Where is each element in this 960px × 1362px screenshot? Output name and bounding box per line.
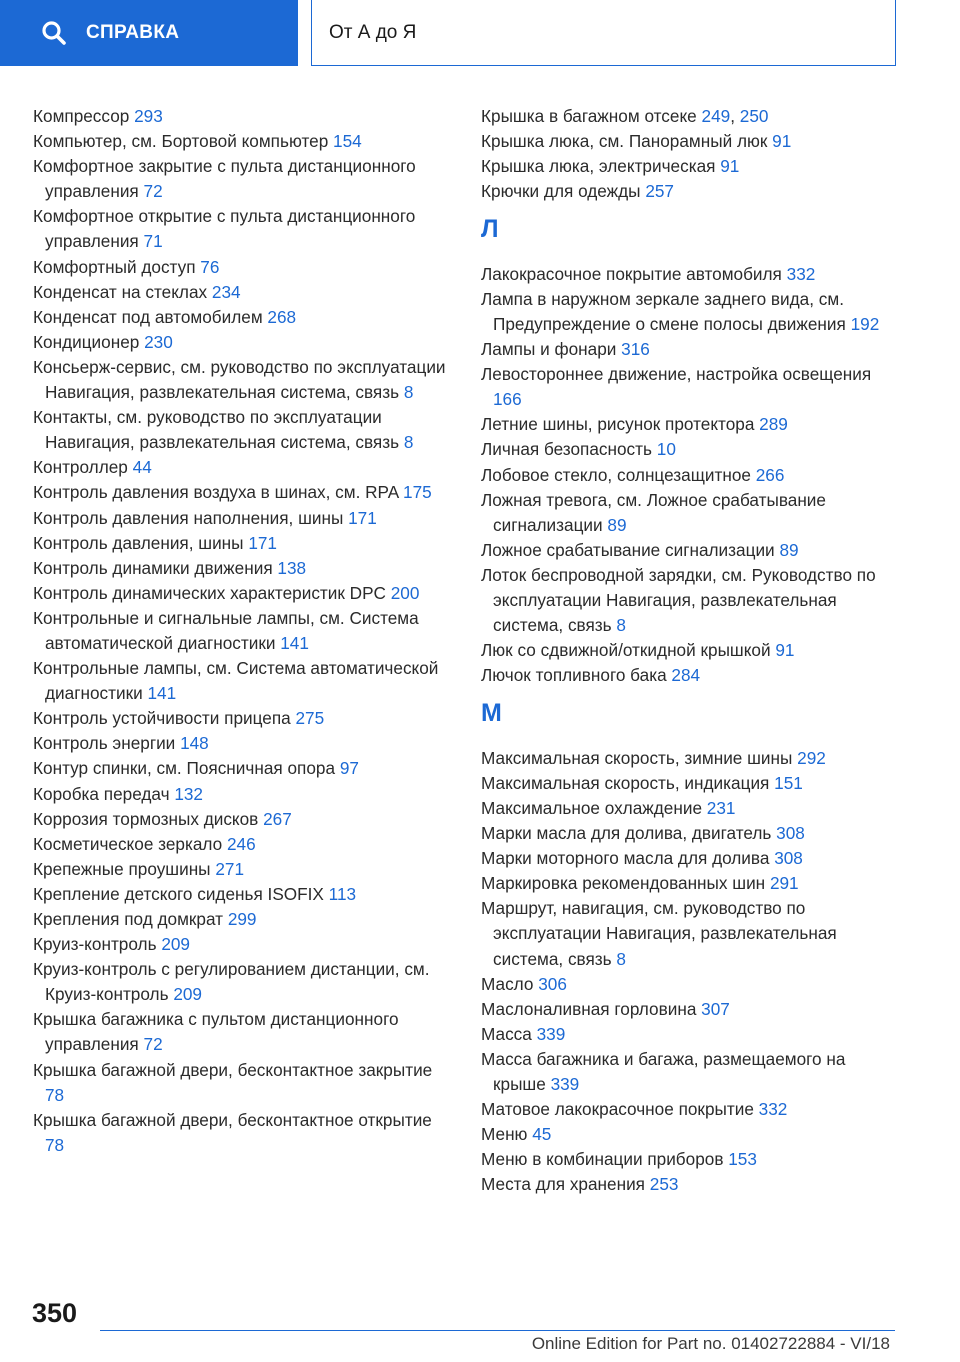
page-link[interactable]: 308 [776,823,805,844]
entry-term: Комфортное открытие с пульта дистанционного управления [33,206,416,252]
footer-divider [100,1330,895,1331]
entry-term: Матовое лакокрасочное покрытие [481,1099,759,1120]
index-entry [481,1022,901,1047]
index-entry [33,1007,453,1057]
index-entry [481,463,901,488]
page-link[interactable]: 234 [211,281,241,302]
help-tab-label: СПРАВКА [86,22,180,43]
letter-heading-m: М [481,699,502,728]
index-entry [33,706,453,731]
entry-term: Косметическое зеркало [33,833,227,854]
entry-term: Консьерж-сервис, см. руководство по эксплуатации Навигация, развлекательная система, связь [33,356,446,403]
index-entry [33,932,453,957]
page-link[interactable]: 138 [277,557,307,578]
entry-term: Контроль энергии [33,733,181,754]
index-entry [33,405,453,455]
index-entry [33,556,453,581]
page-link[interactable]: 175 [403,482,432,503]
page-link[interactable]: 292 [797,747,826,768]
index-entry [481,362,901,412]
page-link[interactable]: 257 [645,181,674,202]
index-entry [33,255,453,280]
page-link[interactable]: 249 [701,106,731,126]
page-link[interactable]: 200 [390,582,420,603]
entry-term: Коррозия тормозных дисков [33,808,264,829]
entry-term: Левостороннее движение, настройка освещения [481,364,872,385]
entry-term: Маркировка рекомендованных шин [481,873,770,894]
page-link[interactable]: 271 [215,858,245,879]
index-entry [33,957,453,1007]
index-entry [33,756,453,781]
index-entry [481,972,901,997]
index-entry [33,857,453,882]
entry-term: Маршрут, навигация, см. руководство по эксплуатации Навигация, развлекательная система, связь [481,898,837,969]
index-entry [33,782,453,807]
index-entry [33,907,453,932]
entry-term: Круиз-контроль с регулированием дистанции, см. Круиз-контроль [33,959,430,1005]
entry-term: Контроль давления воздуха в шинах, см. RPA [33,482,404,503]
page-link[interactable]: 151 [774,772,803,793]
index-entry [33,104,453,129]
entry-term: Контур спинки, см. Поясничная опора [33,758,340,779]
page-link[interactable]: 113 [328,883,357,904]
index-entry [481,746,901,771]
page-link[interactable]: 97 [339,758,359,779]
entry-term: Контроль динамики движения [33,557,278,578]
entry-term: Контроль давления наполнения, шины [33,507,349,528]
index-entry [33,305,453,330]
entry-term: Крышка багажника с пультом дистанционного управления [33,1009,399,1055]
entry-term: Лючок топливного бака [481,665,672,686]
index-entry [481,663,901,688]
page-link[interactable]: 8 [403,432,414,453]
index-entry [481,997,901,1022]
page-link[interactable]: 308 [774,848,803,869]
index-entry [481,796,901,821]
entry-term: Крышка в багажном отсеке [481,106,702,126]
index-entry [33,1108,453,1158]
entry-term: Масса багажника и багажа, размещаемого на крыше [481,1048,846,1094]
entry-term: Лакокрасочное покрытие автомобиля [481,263,787,284]
index-entry [33,832,453,857]
page-link[interactable]: 72 [143,181,163,202]
page-link[interactable]: 154 [333,131,362,152]
page-link[interactable]: 339 [536,1023,566,1044]
page-link[interactable]: 148 [180,733,209,754]
index-entry [481,129,901,154]
entry-term: Меню [481,1124,533,1145]
entry-term: Места для хранения [481,1174,650,1195]
entry-term: Меню в комбинации приборов [481,1149,729,1170]
index-entry [481,846,901,871]
page-link[interactable]: 316 [621,339,650,360]
page-link[interactable]: 132 [174,783,203,804]
entry-term: Коробка передач [33,783,175,804]
entry-term: Контроль устойчивости прицепа [33,708,296,729]
page-link[interactable]: 275 [295,708,325,729]
index-entry [481,437,901,462]
entry-term: Конденсат под автомобилем [33,306,268,327]
page-link[interactable]: 89 [779,539,799,560]
page-link[interactable]: 209 [161,934,190,955]
entry-term: Контрольные лампы, см. Система автоматической диагностики [33,658,439,704]
index-entry [481,488,901,538]
entry-term: Контроль динамических характеристик DPC [33,582,391,603]
page-link[interactable]: 299 [227,909,257,929]
entry-term: Круиз-контроль [33,934,162,955]
page-link[interactable]: 45 [532,1124,552,1145]
page-link[interactable]: 209 [173,984,202,1005]
entry-term: Контроль давления, шины [33,532,249,553]
entry-term: Летние шины, рисунок протектора [481,414,760,435]
page-link[interactable]: 266 [755,464,785,485]
index-column-right [481,104,901,1197]
entry-term: Максимальная скорость, индикация [481,772,775,793]
index-entry [33,204,453,254]
index-entry [481,538,901,563]
page-link[interactable]: 332 [786,263,816,284]
index-entry [33,280,453,305]
entry-term: Лобовое стекло, солнцезащитное [481,464,756,485]
index-entry [33,455,453,480]
page-link[interactable]: 91 [772,131,792,152]
entry-term: Ложная тревога, см. Ложное срабатывание сигнализации [481,489,826,535]
page-link[interactable]: 339 [550,1073,580,1094]
page-number: 350 [32,1298,78,1328]
help-tab[interactable] [0,0,298,66]
index-entry [33,154,453,204]
index-entry [481,1047,901,1097]
entry-term: Марки масла для долива, двигатель [481,823,777,844]
entry-term: Кондиционер [33,331,145,352]
index-entry [481,1122,901,1147]
index-entry [33,531,453,556]
index-entry [481,179,901,204]
page-link[interactable]: 293 [134,106,163,126]
index-entry [33,330,453,355]
entry-term: Комфортное закрытие с пульта дистанционного управления [33,156,416,202]
page-link[interactable]: 231 [706,797,736,818]
entry-term: Максимальное охлаждение [481,797,707,818]
index-entry [481,638,901,663]
index-entry [481,337,901,362]
entry-term: Масса [481,1023,537,1044]
az-index-tab[interactable] [311,0,896,66]
page-link[interactable]: 44 [132,457,152,478]
index-entry [33,656,453,706]
page-link[interactable]: 8 [616,948,626,969]
page-link[interactable]: 291 [769,873,799,894]
page-link[interactable]: 71 [143,231,163,252]
page-link[interactable]: 306 [538,973,567,994]
entry-term: Крючки для одежды [481,181,646,202]
page-link[interactable]: 246 [226,833,256,854]
page-link[interactable]: 91 [720,156,740,177]
page-link[interactable]: 8 [403,382,414,403]
index-entry [481,871,901,896]
index-column-left [33,104,453,1158]
entry-term: Комфортный доступ [33,256,201,277]
index-entry [481,1172,901,1197]
index-entry [481,1097,901,1122]
entry-term: Ложное срабатывание сигнализации [481,539,780,560]
letter-heading-l: Л [481,215,499,244]
entry-term: Контакты, см. руководство по эксплуатации Навигация, развлекательная система, связь [33,407,404,453]
page-link[interactable]: 78 [45,1134,65,1155]
index-entry [481,771,901,796]
entry-term: Крышка люка, электрическая [481,156,721,177]
index-entry [481,896,901,971]
index-entry [33,807,453,832]
entry-term: Лоток беспроводной зарядки, см. Руководство по эксплуатации Навигация, развлекательная система, связь [481,564,876,636]
entry-term: Маслоналивная горловина [481,998,702,1019]
page-link[interactable]: 166 [493,389,522,410]
az-tab-label: От А до Я [329,21,417,43]
page-link[interactable]: 192 [850,313,880,334]
index-entry: Крышка в багажном отсеке 249, 250 [481,106,769,126]
index-entry [33,355,453,405]
page-link[interactable]: 230 [144,331,173,352]
page-link[interactable]: 307 [701,998,730,1019]
page-link[interactable]: 89 [607,514,627,535]
page-link[interactable]: 141 [280,632,309,653]
page-link[interactable]: 153 [728,1149,757,1170]
entry-term: Крышка люка, см. Панорамный люк [481,131,773,152]
page-link[interactable]: 76 [200,256,220,277]
page-link[interactable]: 8 [616,615,626,636]
entry-term: Компьютер, см. Бортовой компьютер [33,131,334,152]
entry-term: Личная безопасность [481,439,657,460]
page-link[interactable]: 171 [248,532,277,553]
index-entry [481,287,901,337]
entry-term: Конденсат на стеклах [33,281,212,302]
index-entry [481,821,901,846]
index-entry [33,480,453,505]
page-link[interactable]: 332 [758,1099,788,1120]
index-entry [33,506,453,531]
entry-term: Лампы и фонари [481,339,622,360]
page-link[interactable]: 284 [671,665,701,686]
page-link[interactable]: 72 [143,1034,163,1055]
page-link[interactable]: 78 [45,1084,65,1105]
entry-term: Люк со сдвижной/откидной крышкой [481,640,776,661]
entry-term: Масло [481,973,539,994]
index-entry [33,129,453,154]
entry-term: Марки моторного масла для долива [481,848,775,869]
entry-term: Контрольные и сигнальные лампы, см. Система автоматической диагностики [33,607,419,653]
index-entry [481,262,901,287]
page-link[interactable]: 141 [147,683,177,704]
page-link[interactable]: 268 [267,306,297,327]
page-link[interactable]: 267 [263,808,292,829]
page-link[interactable]: 171 [348,507,377,528]
entry-term: Лампа в наружном зеркале заднего вида, см. Предупреждение о смене полосы движения [481,288,851,334]
index-entry [33,1058,453,1108]
index-entry [33,581,453,606]
entry-term: Максимальная скорость, зимние шины [481,747,798,768]
page-link[interactable]: 10 [656,439,676,460]
entry-term: Крышка багажной двери, бесконтактное открытие [33,1109,432,1130]
top-navigation [0,0,960,66]
index-entry [33,731,453,756]
index-entry [481,1147,901,1172]
page-link[interactable]: 91 [775,640,795,661]
page-link[interactable]: 289 [759,414,788,435]
edition-footer: Online Edition for Part no. 01402722884 - VI/18 [531,1334,890,1353]
entry-term: Контроллер [33,457,133,478]
search-icon [40,19,68,47]
index-entry [33,606,453,656]
entry-term: Крепежные проушины [33,858,216,879]
page-link[interactable]: 253 [649,1174,679,1195]
index-entry [481,154,901,179]
entry-term: Крепления под домкрат [33,909,228,929]
entry-term: Компрессор [33,106,135,126]
entry-term: Крышка багажной двери, бесконтактное закрытие [33,1059,433,1080]
index-entry [481,563,901,638]
index-entry [33,882,453,907]
entry-term: Крепление детского сиденья ISOFIX [33,883,329,904]
page-link[interactable]: 250 [739,106,769,126]
index-entry [481,412,901,437]
